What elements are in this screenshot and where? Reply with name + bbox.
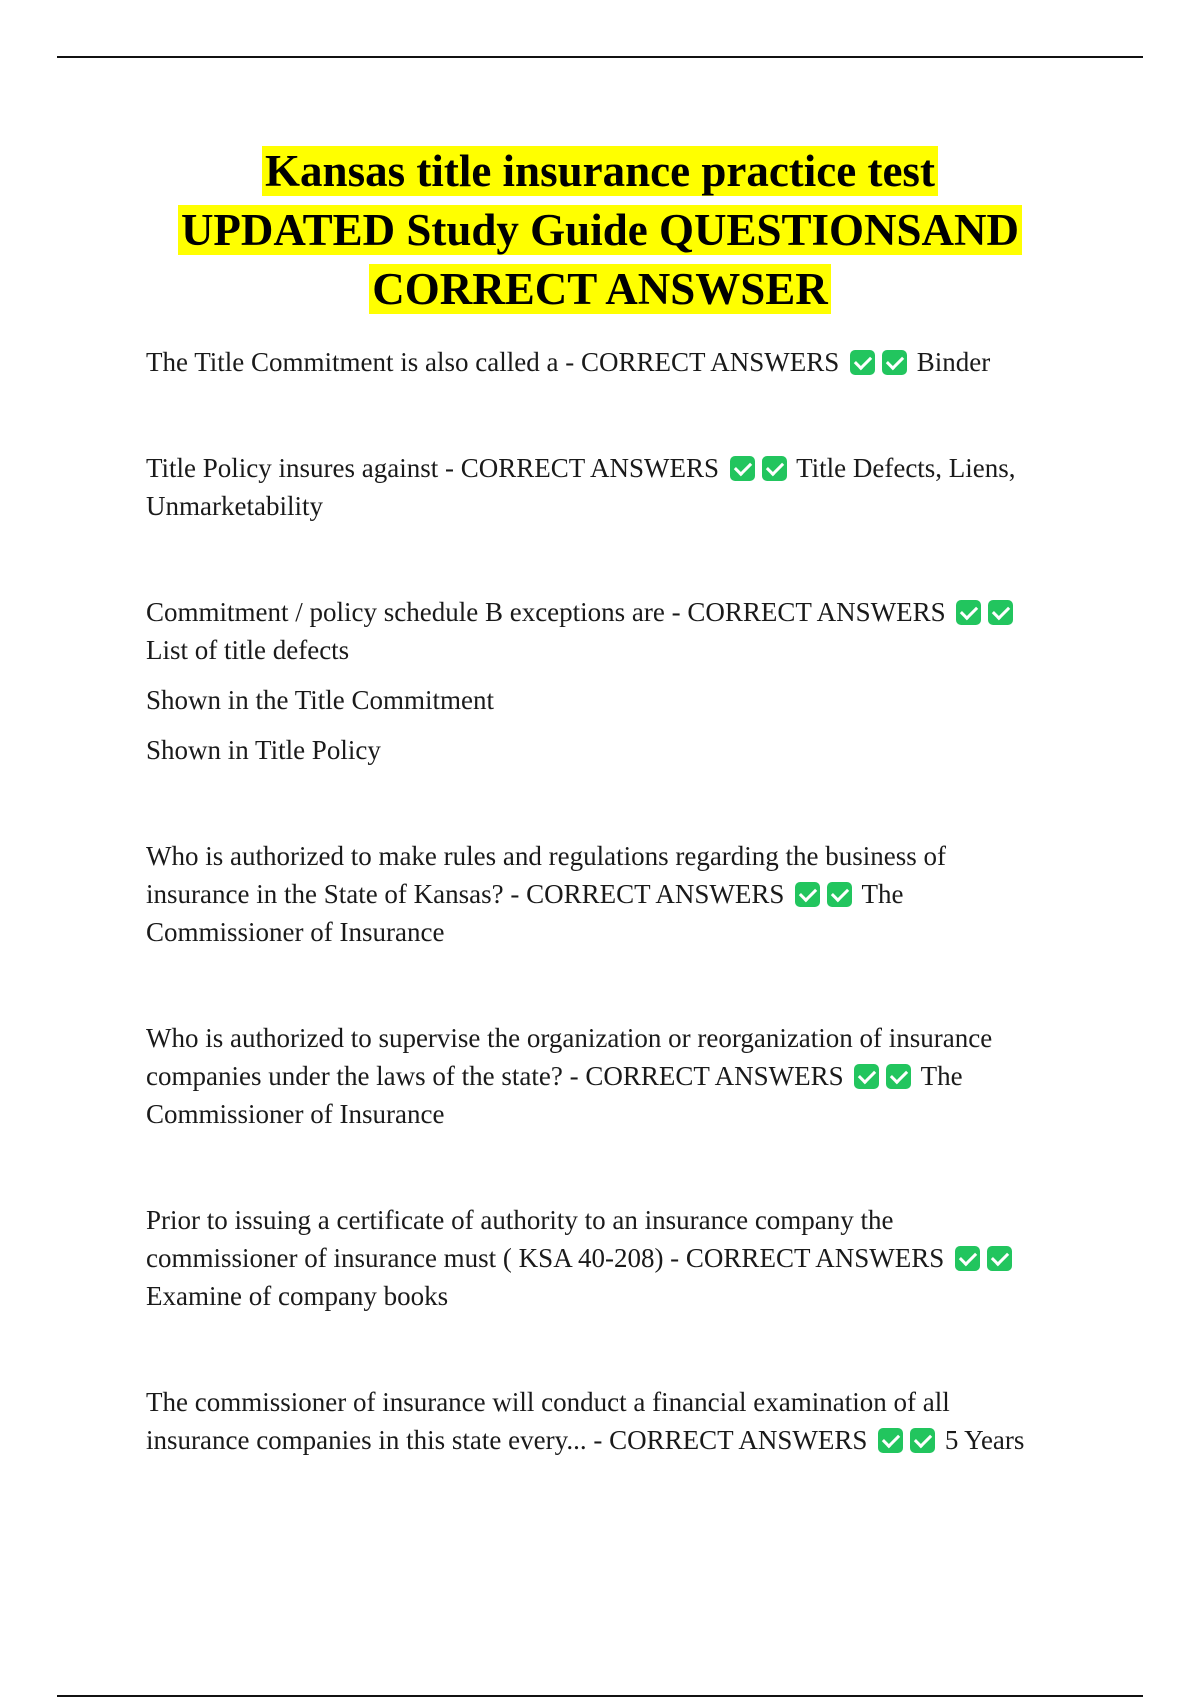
qa-text <box>146 837 1046 951</box>
check-icon <box>910 1428 935 1453</box>
qa-item <box>146 1383 1046 1459</box>
answer-detail-line: Shown in Title Policy <box>146 735 381 765</box>
answer-text: List of title defects <box>146 635 350 665</box>
qa-item <box>146 593 1046 769</box>
answer-text: The Commissioner of Insurance <box>146 1061 963 1129</box>
check-icon <box>762 456 787 481</box>
answer-text: The Commissioner of Insurance <box>146 879 904 947</box>
question-text: Commitment / policy schedule B exceptions are - CORRECT ANSWERS <box>146 597 946 627</box>
qa-text <box>146 1383 1046 1459</box>
qa-list <box>146 343 1046 1527</box>
answer-text: 5 Years <box>944 1425 1025 1455</box>
check-icon <box>878 1428 903 1453</box>
qa-text <box>146 449 1046 525</box>
check-icon <box>795 882 820 907</box>
answer-text: Title Defects, Liens, Unmarketability <box>146 453 1016 521</box>
answer-detail-line: Shown in the Title Commitment <box>146 685 495 715</box>
check-icon <box>882 350 907 375</box>
check-icon <box>956 600 981 625</box>
title-line-1: Kansas title insurance practice test <box>0 142 1200 201</box>
check-icon <box>850 350 875 375</box>
qa-text <box>146 593 1046 669</box>
check-icon <box>987 1246 1012 1271</box>
question-text: Title Policy insures against - CORRECT ANSWERS <box>146 453 720 483</box>
title-line-2: UPDATED Study Guide QUESTIONSAND <box>0 201 1200 260</box>
qa-item <box>146 343 1046 381</box>
top-divider <box>57 56 1143 58</box>
document-title <box>0 142 1200 319</box>
bottom-divider <box>57 1695 1143 1697</box>
qa-item <box>146 1201 1046 1315</box>
qa-text <box>146 343 1046 381</box>
check-icon <box>827 882 852 907</box>
qa-item <box>146 1019 1046 1133</box>
question-text: Who is authorized to make rules and regulations regarding the business of insurance in the State of Kansas? - CORRECT ANSWERS <box>146 841 947 909</box>
qa-item <box>146 837 1046 951</box>
question-text: Prior to issuing a certificate of authority to an insurance company the commissioner of insurance must ( KSA 40-208) - CORRECT ANSWERS <box>146 1205 945 1273</box>
qa-text <box>146 1019 1046 1133</box>
check-icon <box>886 1064 911 1089</box>
question-text: The Title Commitment is also called a - CORRECT ANSWERS <box>146 347 840 377</box>
check-icon <box>854 1064 879 1089</box>
check-icon <box>730 456 755 481</box>
title-line-3: CORRECT ANSWSER <box>0 260 1200 319</box>
question-text: The commissioner of insurance will conduct a financial examination of all insurance companies in this state every... - CORRECT ANSWERS <box>146 1387 950 1455</box>
qa-item <box>146 449 1046 525</box>
answer-text: Examine of company books <box>146 1281 449 1311</box>
question-text: Who is authorized to supervise the organization or reorganization of insurance companies under the laws of the state? - CORRECT ANSWERS <box>146 1023 993 1091</box>
check-icon <box>988 600 1013 625</box>
answer-text: Binder <box>916 347 991 377</box>
qa-text <box>146 1201 1046 1315</box>
check-icon <box>955 1246 980 1271</box>
